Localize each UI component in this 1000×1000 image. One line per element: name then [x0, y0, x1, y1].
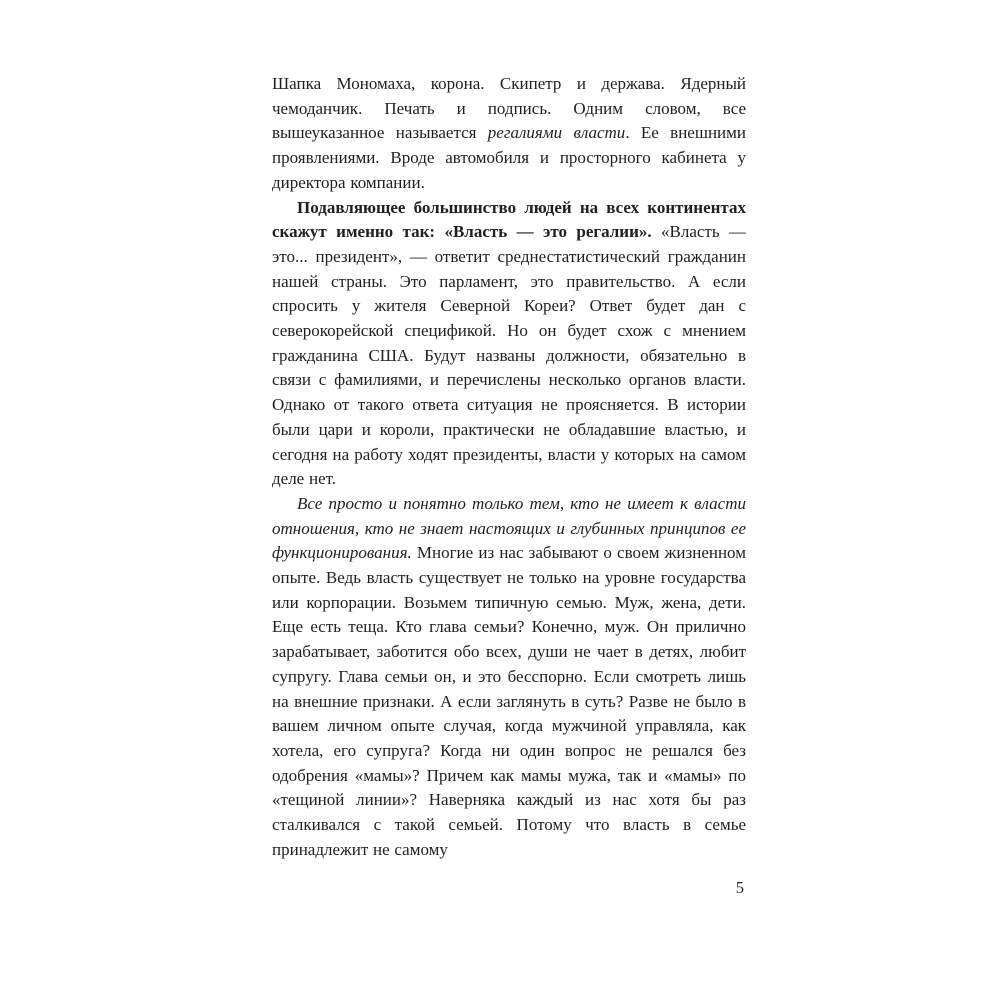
paragraph-text: «Власть — это... президент», — ответит среднестатистический гражданин нашей страны. Это парламент, это правительство. А если спросить у жителя Северной Кореи? Ответ будет дан с северокорейской спецификой. Но он будет схож с мнением гражданина США. Будут названы должности, обязательно в связи с фамилиями, и перечислены несколько органов власти. Однако от такого ответа ситуация не проясняется. В истории были цари и короли, практически не обладавшие властью, и сегодня на работу ходят президенты, власти у которых на самом деле нет.	[272, 222, 746, 489]
paragraph-family	[272, 492, 746, 863]
page-number: 5	[735, 877, 744, 897]
paragraph-text: Шапка Мономаха, корона. Скипетр и держава. Ядерный чемоданчик. Печать и подпись. Одним словом, все вышеуказанное называется	[272, 74, 746, 143]
italic-phrase-vse-prosto: Все просто и понятно только тем, кто не имеет к власти отношения, кто не знает настоящих и глубинных принципов ее функционирования.	[272, 493, 746, 563]
paragraph-majority	[272, 196, 746, 492]
paragraph-text: . Ее внешними проявлениями. Вроде автомобиля и просторного кабинета у директора компании.	[272, 123, 746, 192]
text-block	[272, 72, 746, 898]
bold-phrase-vlast-regalii: Подавляющее большинство людей на всех континентах скажут именно так: «Власть — это регалии».	[272, 197, 746, 242]
paragraph-regalia	[272, 72, 746, 196]
italic-phrase-regalii-vlasti: регалиями власти	[487, 123, 626, 143]
paragraph-text: Многие из нас забывают о своем жизненном опыте. Ведь власть существует не только на уровне государства или корпорации. Возьмем типичную семью. Муж, жена, дети. Еще есть теща. Кто глава семьи? Конечно, муж. Он прилично зарабатывает, заботится обо всех, души не чает в детях, любит супругу. Глава семьи он, и это бесспорно. Если смотреть лишь на внешние признаки. А если заглянуть в суть? Разве не было в вашем личном опыте случая, когда мужчиной управляла, как хотела, его супруга? Когда ни один вопрос не решался без одобрения «мамы»? Причем как мамы мужа, так и «мамы» по «тещиной линии»? Наверняка каждый из нас хотя бы раз сталкивался с такой семьей. Потому что власть в семье принадлежит не самому	[272, 543, 746, 859]
